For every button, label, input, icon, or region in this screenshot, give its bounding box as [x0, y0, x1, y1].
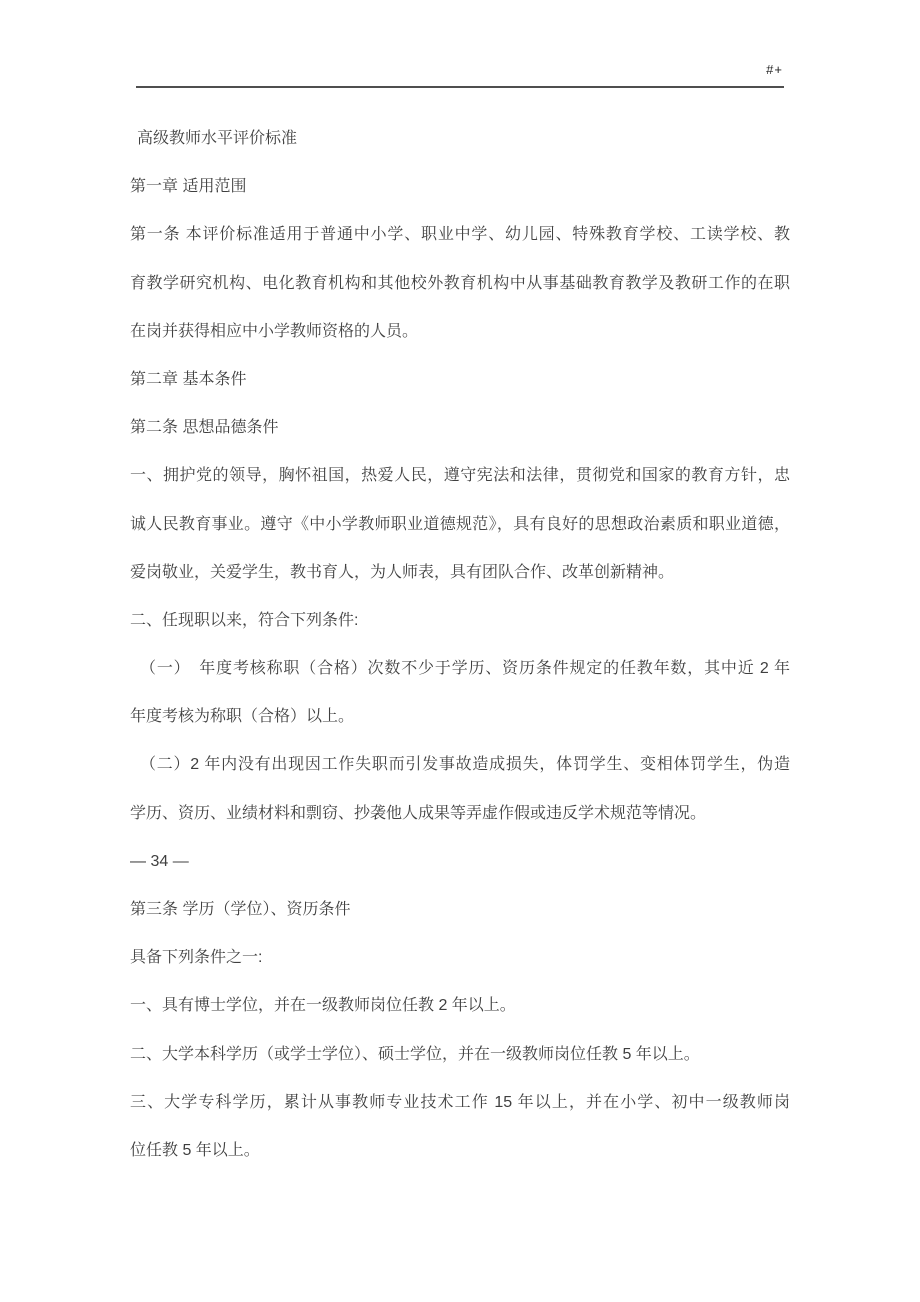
doc-line: 育教学研究机构、电化教育机构和其他校外教育机构中从事基础教育教学及教研工作的在职 — [130, 274, 790, 292]
doc-line: 一、拥护党的领导，胸怀祖国，热爱人民，遵守宪法和法律，贯彻党和国家的教育方针，忠 — [130, 467, 790, 485]
doc-line: 二、大学本科学历（或学士学位）、硕士学位，并在一级教师岗位任教 5 年以上。 — [130, 1045, 700, 1063]
doc-title: 高级教师水平评价标准 — [137, 130, 298, 147]
chapter-1-heading: 第一章 适用范围 — [130, 178, 247, 196]
doc-line: 具备下列条件之一: — [130, 949, 263, 967]
header-rule — [136, 86, 784, 88]
doc-line: （一） 年度考核称职（合格）次数不少于学历、资历条件规定的任教年数，其中近 2 年 — [140, 660, 790, 678]
document-body — [130, 115, 790, 1175]
doc-line: 诚人民教育事业。遵守《中小学教师职业道德规范》，具有良好的思想政治素质和职业道德， — [130, 515, 790, 533]
header-mark: #+ — [766, 62, 783, 77]
chapter-2-heading: 第二章 基本条件 — [130, 370, 247, 388]
doc-line: 爱岗敬业，关爱学生，教书育人，为人师表，具有团队合作、改革创新精神。 — [130, 563, 675, 581]
doc-line: 位任教 5 年以上。 — [130, 1141, 260, 1159]
doc-line: 三、大学专科学历，累计从事教师专业技术工作 15 年以上，并在小学、初中一级教师岗 — [130, 1093, 790, 1111]
doc-line: 在岗并获得相应中小学教师资格的人员。 — [130, 322, 419, 340]
doc-line: （二）2 年内没有出现因工作失职而引发事故造成损失，体罚学生、变相体罚学生，伪造 — [140, 756, 790, 774]
doc-line: 一、具有博士学位，并在一级教师岗位任教 2 年以上。 — [130, 997, 516, 1015]
article-2-heading: 第二条 思想品德条件 — [130, 419, 279, 437]
doc-line: 第一条 本评价标准适用于普通中小学、职业中学、幼儿园、特殊教育学校、工读学校、教 — [130, 226, 790, 244]
doc-line: 年度考核为称职（合格）以上。 — [130, 708, 355, 726]
doc-line: 二、任现职以来，符合下列条件: — [130, 611, 359, 629]
article-3-heading: 第三条 学历（学位）、资历条件 — [130, 901, 351, 918]
doc-line: 学历、资历、业绩材料和剽窃、抄袭他人成果等弄虚作假或违反学术规范等情况。 — [130, 804, 707, 822]
page-number: — 34 — — [130, 852, 189, 870]
